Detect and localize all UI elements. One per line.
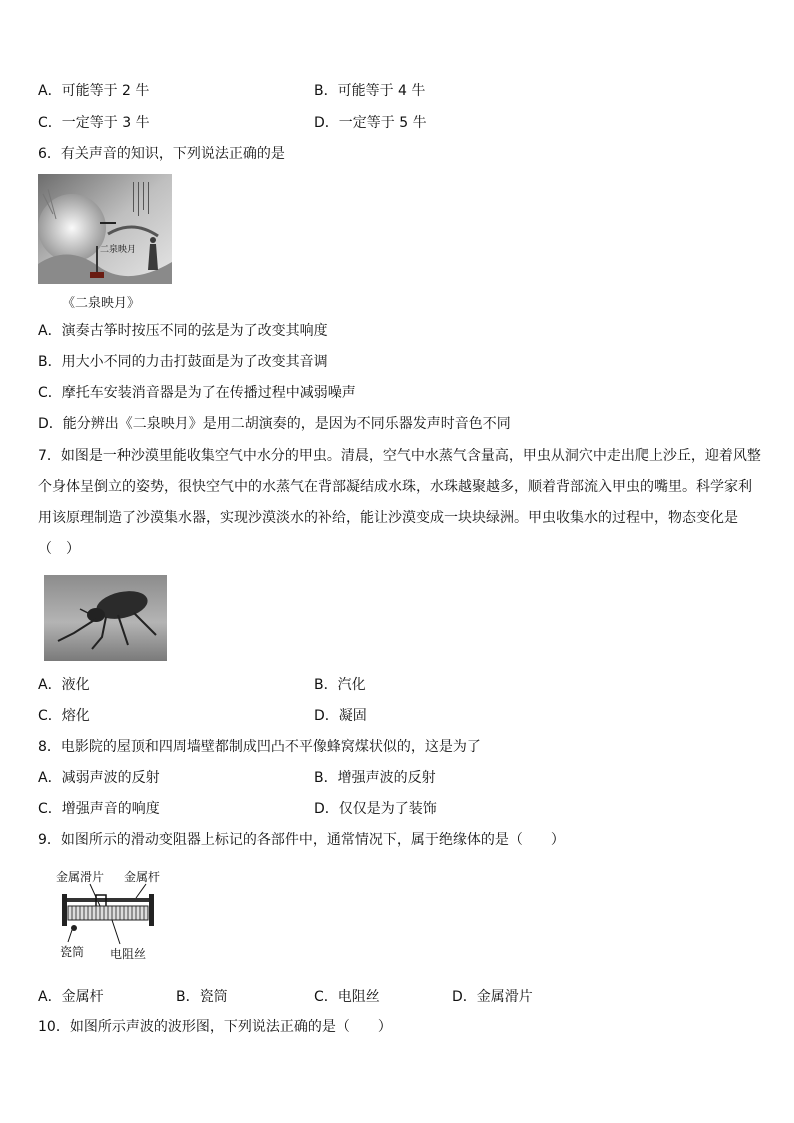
q9-option-c: C．电阻丝 <box>314 989 380 1005</box>
q10-stem: 10．如图所示声波的波形图，下列说法正确的是（ ） <box>38 1019 392 1035</box>
q8-stem: 8．电影院的屋顶和四周墙壁都制成凹凸不平像蜂窝煤状似的，这是为了 <box>38 739 481 755</box>
q7-stem-line1: 7．如图是一种沙漠里能收集空气中水分的甲虫。清晨，空气中水蒸气含量高，甲虫从洞穴中走出爬上沙丘，迎着风整 <box>38 448 761 464</box>
q5-option-a: A．可能等于 2 牛 <box>38 83 150 99</box>
erquan-yingyue-image <box>38 174 172 284</box>
label-ceramic-tube: 瓷筒 <box>60 945 85 959</box>
q8-option-c: C．增强声音的响度 <box>38 801 160 817</box>
q7-option-a: A．液化 <box>38 677 90 693</box>
q7-option-d: D．凝固 <box>314 708 367 724</box>
image-calligraphy-text: 二泉映月 <box>100 245 137 255</box>
q9-option-b: B．瓷筒 <box>176 989 228 1005</box>
q5-option-c: C．一定等于 3 牛 <box>38 115 150 131</box>
q8-option-b: B．增强声波的反射 <box>314 770 436 786</box>
q7-option-c: C．熔化 <box>38 708 90 724</box>
q6-option-d: D．能分辨出《二泉映月》是用二胡演奏的，是因为不同乐器发声时音色不同 <box>38 416 511 432</box>
q7-stem-line2: 个身体呈倒立的姿势，很快空气中的水蒸气在背部凝结成水珠，水珠越聚越多，顺着背部流入甲虫的嘴里。科学家利 <box>38 479 752 495</box>
q7-stem-line3: 用该原理制造了沙漠集水器，实现沙漠淡水的补给，能让沙漠变成一块块绿洲。甲虫收集水的过程中，物态变化是 <box>38 510 738 526</box>
q9-option-a: A．金属杆 <box>38 989 104 1005</box>
q8-option-a: A．减弱声波的反射 <box>38 770 160 786</box>
q6-option-a: A．演奏古筝时按压不同的弦是为了改变其响度 <box>38 323 328 339</box>
q9-stem: 9．如图所示的滑动变阻器上标记的各部件中，通常情况下，属于绝缘体的是（ ） <box>38 832 565 848</box>
beetle-photo <box>44 575 167 661</box>
label-metal-slider: 金属滑片 <box>56 870 105 884</box>
q6-image-caption: 《二泉映月》 <box>62 296 141 311</box>
q6-stem: 6．有关声音的知识，下列说法正确的是 <box>38 146 285 162</box>
q7-stem-line4: （ ） <box>38 541 80 557</box>
q8-option-d: D．仅仅是为了装饰 <box>314 801 437 817</box>
q7-option-b: B．汽化 <box>314 677 366 693</box>
q5-option-d: D．一定等于 5 牛 <box>314 115 427 131</box>
q5-option-b: B．可能等于 4 牛 <box>314 83 426 99</box>
label-resistance-wire: 电阻丝 <box>110 947 147 961</box>
rheostat-diagram <box>52 866 172 966</box>
label-metal-rod: 金属杆 <box>124 870 161 884</box>
q6-option-c: C．摩托车安装消音器是为了在传播过程中减弱噪声 <box>38 385 356 401</box>
q9-option-d: D．金属滑片 <box>452 989 533 1005</box>
q6-option-b: B．用大小不同的力击打鼓面是为了改变其音调 <box>38 354 328 370</box>
